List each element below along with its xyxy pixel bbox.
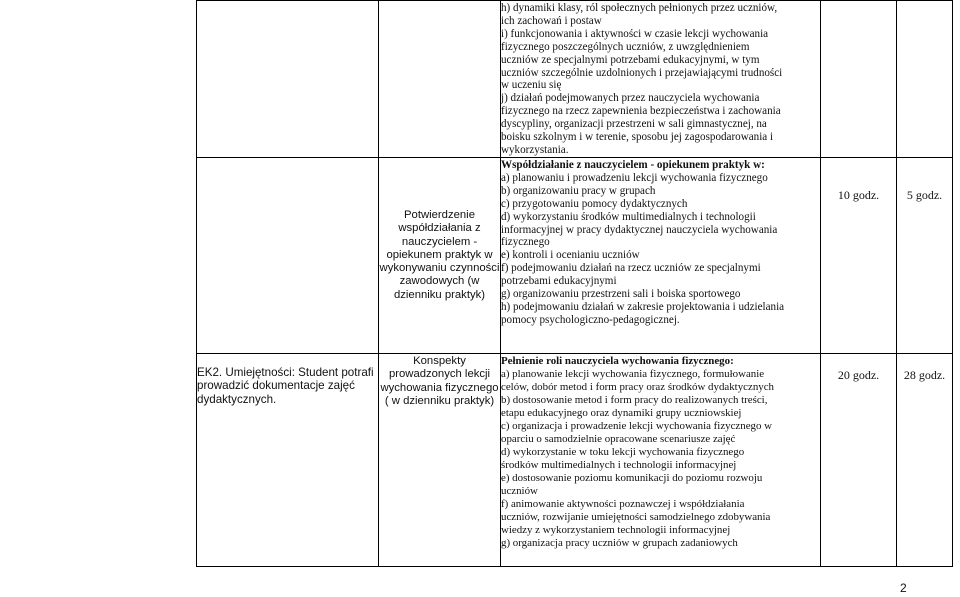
content-line: a) planowanie lekcji wychowania fizycznego, formułowanie [501, 368, 765, 380]
method-cell [379, 354, 501, 567]
content-line: e) dostosowanie poziomu komunikacji do poziomu rozwoju [501, 472, 763, 484]
content-line: fizycznego [501, 236, 550, 249]
content-title: Pełnienie roli nauczyciela wychowania fizycznego: [501, 355, 734, 367]
method-text: Konspekty prowadzonych lekcji wychowania fizycznego ( w dzienniku praktyk) [380, 355, 499, 407]
content-line: uczniów, rozwijanie umiejętności samodzielnego zdobywania [501, 511, 771, 523]
content-line: i) funkcjonowania i aktywności w czasie lekcji wychowania [501, 27, 769, 40]
content-line: w uczeniu się [501, 79, 562, 92]
content-line: fizycznego na rzecz zapewnienia bezpieczeństwa i zachowania [501, 105, 781, 118]
content-line: wiedzy z wykorzystaniem technologii informacyjnej [501, 524, 731, 536]
content-line: f) podejmowaniu działań na rzecz uczniów ze specjalnymi [501, 262, 761, 275]
content-line: c) organizacja i prowadzenie lekcji wychowania fizycznego w [501, 420, 773, 432]
page-number: 2 [900, 581, 907, 595]
content-line: j) działań podejmowanych przez nauczyciela wychowania [501, 92, 760, 105]
content-line: b) organizowaniu pracy w grupach [501, 184, 656, 197]
method-text: Potwierdzenie współdziałania z nauczycielem - opiekunem praktyk w wykonywaniu czynności zawodowych (w dzienniku praktyk) [379, 208, 500, 301]
content-title: Współdziałanie z nauczycielem - opiekunem praktyk w: [501, 159, 765, 171]
content-line: potrzebami edukacyjnymi [501, 275, 617, 288]
hours-cell [897, 1, 953, 158]
content-line: uczniów szczególnie uzdolnionych i przejawiającymi trudności [501, 66, 783, 79]
content-line: h) dynamiki klasy, ról społecznych pełnionych przez uczniów, [501, 2, 778, 14]
content-line: e) kontroli i ocenianiu uczniów [501, 249, 640, 262]
content-line: fizycznego poszczególnych uczniów, z uwzględnieniem [501, 40, 750, 53]
content-line: informacyjnej w pracy dydaktycznej nauczyciela wychowania [501, 223, 778, 236]
method-cell [379, 1, 501, 158]
hours-cell: 20 godz. [821, 354, 897, 567]
content-cell [501, 1, 821, 158]
content-line: ich zachowań i postaw [501, 14, 602, 27]
content-cell [501, 354, 821, 567]
outcome-cell [197, 354, 379, 567]
content-line: g) organizowaniu przestrzeni sali i boiska sportowego [501, 288, 741, 301]
hours-cell: 28 godz. [897, 354, 953, 567]
content-line: a) planowaniu i prowadzeniu lekcji wychowania fizycznego [501, 171, 768, 184]
content-line: c) przygotowaniu pomocy dydaktycznych [501, 197, 688, 210]
table-row [197, 158, 953, 354]
hours-cell: 10 godz. [821, 158, 897, 354]
content-line: wykorzystania. [501, 143, 569, 156]
content-line: środków multimedialnych i technologii informacyjnej [501, 459, 737, 471]
content-line: g) organizacja pracy uczniów w grupach zadaniowych [501, 537, 738, 549]
outcome-cell [197, 158, 379, 354]
content-line: b) dostosowanie metod i form pracy do realizowanych treści, [501, 394, 768, 406]
outcome-cell [197, 1, 379, 158]
content-line: uczniów [501, 485, 538, 497]
content-line: boisku szkolnym i w terenie, sposobu jej zagospodarowania i [501, 131, 774, 144]
content-line: d) wykorzystaniu środków multimedialnych i technologii [501, 210, 756, 223]
content-line: uczniów ze specjalnymi potrzebami edukacyjnymi, w tym [501, 53, 760, 66]
table-row [197, 354, 953, 567]
practice-table [196, 0, 953, 567]
hours-cell: 5 godz. [897, 158, 953, 354]
content-line: d) wykorzystanie w toku lekcji wychowania fizycznego [501, 446, 745, 458]
content-line: etapu edukacyjnego oraz dynamiki grupy uczniowskiej [501, 407, 742, 419]
content-line: celów, dobór metod i form pracy oraz środków dydaktycznych [501, 381, 774, 393]
table-row [197, 1, 953, 158]
outcome-text: EK2. Umiejętności: Student potrafi prowadzić dokumentacje zajęć dydaktycznych. [197, 366, 374, 406]
content-line: dyscypliny, organizacji przestrzeni w sali gimnastycznej, na [501, 118, 767, 131]
content-line: f) animowanie aktywności poznawczej i współdziałania [501, 498, 745, 510]
hours-cell [821, 1, 897, 158]
content-cell [501, 158, 821, 354]
content-line: h) podejmowaniu działań w zakresie projektowania i udzielania [501, 300, 785, 313]
content-line: oparciu o samodzielnie opracowane scenariusze zajęć [501, 433, 736, 445]
content-line: pomocy psychologiczno-pedagogicznej. [501, 313, 680, 326]
method-cell [379, 158, 501, 354]
